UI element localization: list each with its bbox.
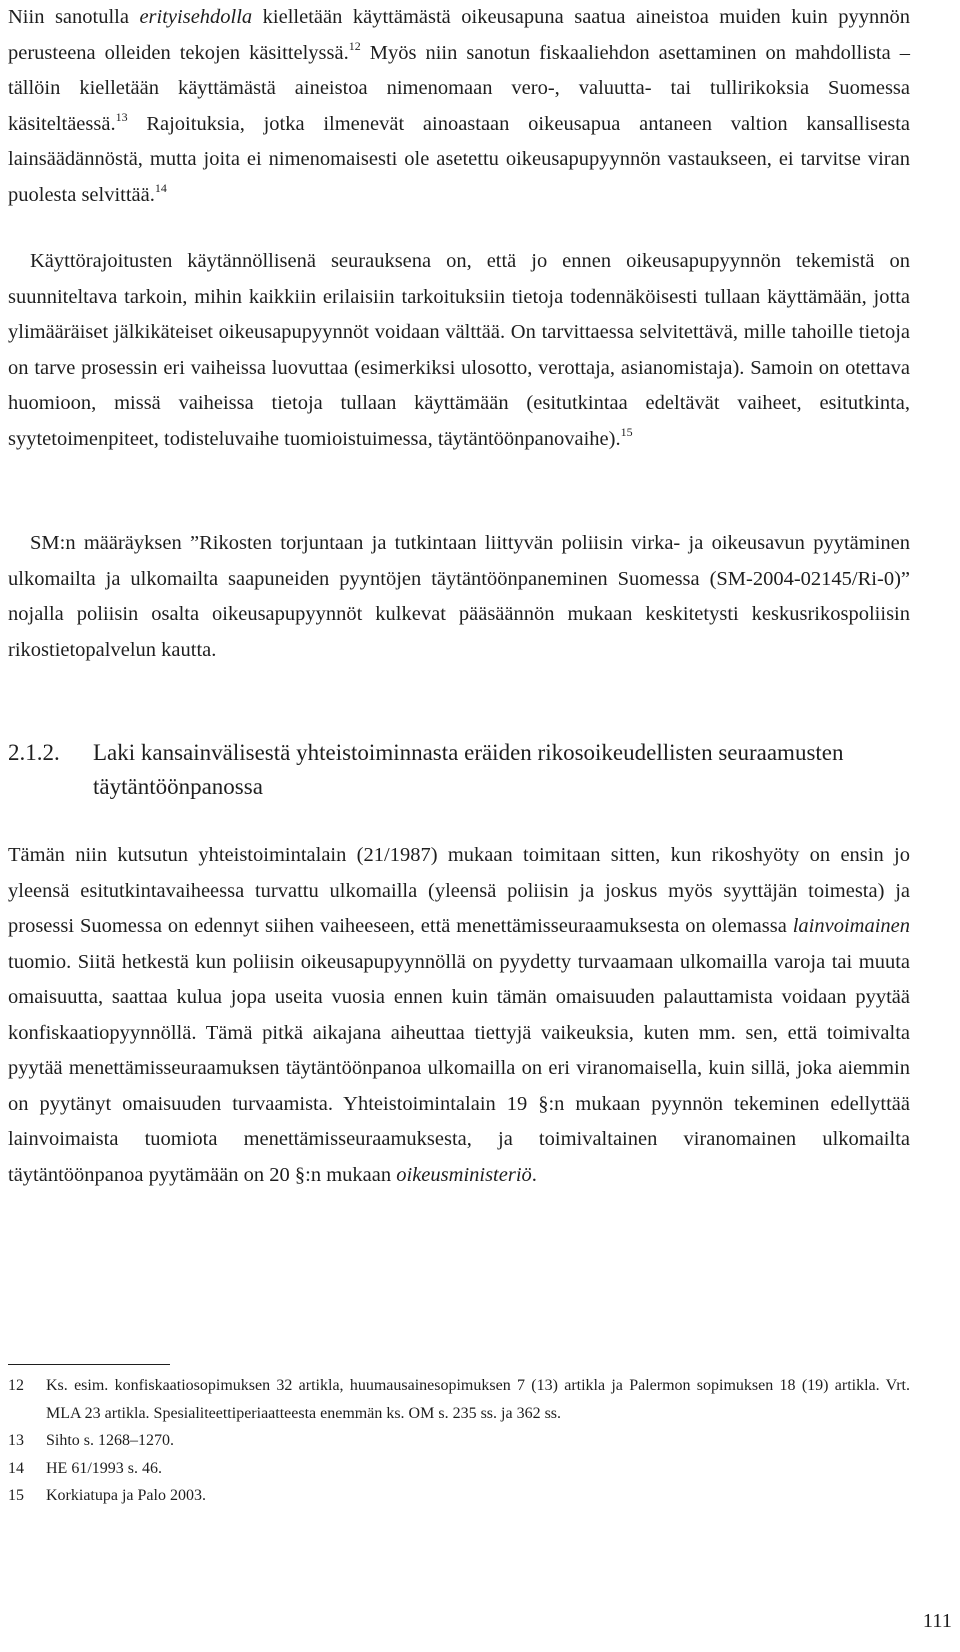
italic-term: oikeusministeriö (396, 1163, 532, 1186)
text-run: Myös niin sanotun fiskaaliehdon asettaminen on mahdollista – tällöin kielletään käyttämästä aineistoa nimenomaan vero-, valuutta- tai tullirikoksia Suomessa käsiteltäessä. (8, 41, 910, 135)
footnote-text: Ks. esim. konfiskaatiosopimuksen 32 artikla, huumausainesopimuksen 7 (13) artikla ja Palermon sopimuksen 18 (19) artikla. Vrt. MLA 23 artikla. Spesialiteettiperiaatteesta enemmän ks. OM s. 235 ss. ja 362 ss. (46, 1377, 910, 1422)
text-run: tuomio. Siitä hetkestä kun poliisin oikeusapupyynnöllä on pyydetty turvaamaan ulkomailla varoja tai muuta omaisuutta, saattaa kulua jopa useita vuosia ennen kuin tämän omaisuuden palauttamista voidaan pyytää konfiskaatiopyynnöllä. Tämä pitkä aikajana aiheuttaa tiettyjä vaikeuksia, kuten mm. sen, että toimivalta pyytää menettämisseuraamuksen täytäntöönpanoa ulkomailla on eri viranomaisella, kuin sillä, joka aiemmin on pyytänyt omaisuuden turvaamista. Yhteistoimintalain 19 §:n mukaan pyynnön tekeminen edellyttää lainvoimaista tuomiota menettämisseuraamuksesta, ja toimivaltainen viranomainen ulkomailta täytäntöönpanoa pyytämään on 20 §:n mukaan (8, 950, 910, 1186)
footnote-divider (8, 1364, 170, 1365)
footnote-number: 13 (8, 1432, 24, 1449)
text-run: Rajoituksia, jotka ilmenevät ainoastaan oikeusapua antaneen valtion kansallisesta lainsäädännöstä, mutta joita ei nimenomaisesti ole asetettu oikeusapupyynnön vastaukseen, ei tarvitse viran puolesta selvittää. (8, 112, 910, 206)
page-number: 111 (922, 1610, 952, 1632)
footnote-text: HE 61/1993 s. 46. (46, 1459, 162, 1477)
italic-term: lainvoimainen (792, 915, 910, 937)
paragraph-4 (8, 838, 910, 1193)
footnote-13 (8, 1427, 910, 1455)
text-run: Niin sanotulla (8, 6, 140, 28)
section-number: 2.1.2. (8, 740, 60, 765)
footnotes (8, 1372, 910, 1510)
paragraph-2 (8, 244, 910, 457)
footnote-number: 14 (8, 1459, 24, 1477)
paragraph-3: SM:n määräyksen ”Rikosten torjuntaan ja tutkintaan liittyvän poliisin virka- ja oikeusavun pyytäminen ulkomailta ja ulkomailta saapuneiden pyyntöjen täytäntöönpaneminen Suomessa (SM-2004-02145/Ri-0)” nojalla poliisin osalta oikeusapupyynnöt kulkevat pääsäännön mukaan keskitetysti keskusrikospoliisin rikostietopalvelun kautta. (8, 532, 910, 661)
section-heading (8, 736, 910, 804)
footnote-15 (8, 1482, 910, 1510)
footnote-number: 15 (8, 1487, 24, 1504)
footnote-ref-15[interactable]: 15 (620, 424, 633, 439)
paragraph-1 (8, 0, 910, 213)
text-run: Käyttörajoitusten käytännöllisenä seurauksena on, että jo ennen oikeusapupyynnön tekemistä on suunniteltava tarkoin, mihin kaikkiin erilaisiin tarkoituksiin tietoja todennäköisesti tullaan käyttämään, jotta ylimääräiset jälkikäteiset oikeusapupyynnöt voidaan välttää. On tarvittaessa selvitettävä, mille tahoille tietoja on tarve prosessin eri vaiheissa luovuttaa (esimerkiksi ulosotto, verottaja, asianomistaja). Samoin on otettava huomioon, missä vaiheissa tietoja tullaan käyttämään (esitutkintaa edeltävät vaiheet, esitutkinta, syytetoimenpiteet, todisteluvaihe tuomioistuimessa, täytäntöönpanovaihe). (8, 250, 910, 450)
footnote-number: 12 (8, 1377, 24, 1394)
section-title: Laki kansainvälisestä yhteistoiminnasta eräiden rikosoikeudellisten seuraamusten täytäntöönpanossa (93, 740, 844, 799)
footnote-ref-13[interactable]: 13 (115, 109, 128, 124)
footnote-14 (8, 1455, 910, 1483)
footnote-ref-14[interactable]: 14 (154, 180, 167, 195)
footnote-text: Sihto s. 1268–1270. (46, 1432, 175, 1449)
footnote-text: Korkiatupa ja Palo 2003. (46, 1487, 206, 1504)
text-run: kielletään käyttämästä oikeusapuna saatua aineistoa muiden kuin pyynnön perusteena olleiden tekojen käsittelyssä. (8, 6, 910, 64)
footnote-ref-12[interactable]: 12 (348, 38, 361, 53)
text-run: Tämän niin kutsutun yhteistoimintalain (21/1987) mukaan toimitaan sitten, kun rikoshyöty on ensin jo yleensä esitutkintavaiheessa turvattu ulkomailla (yleensä poliisin ja joskus myös syyttäjän toimesta) ja prosessi Suomessa on edennyt siihen vaiheeseen, että menettämisseuraamuksesta on olemassa (8, 844, 910, 937)
footnote-12 (8, 1372, 910, 1427)
text-run: . (531, 1163, 537, 1186)
italic-term: erityisehdolla (139, 6, 253, 28)
